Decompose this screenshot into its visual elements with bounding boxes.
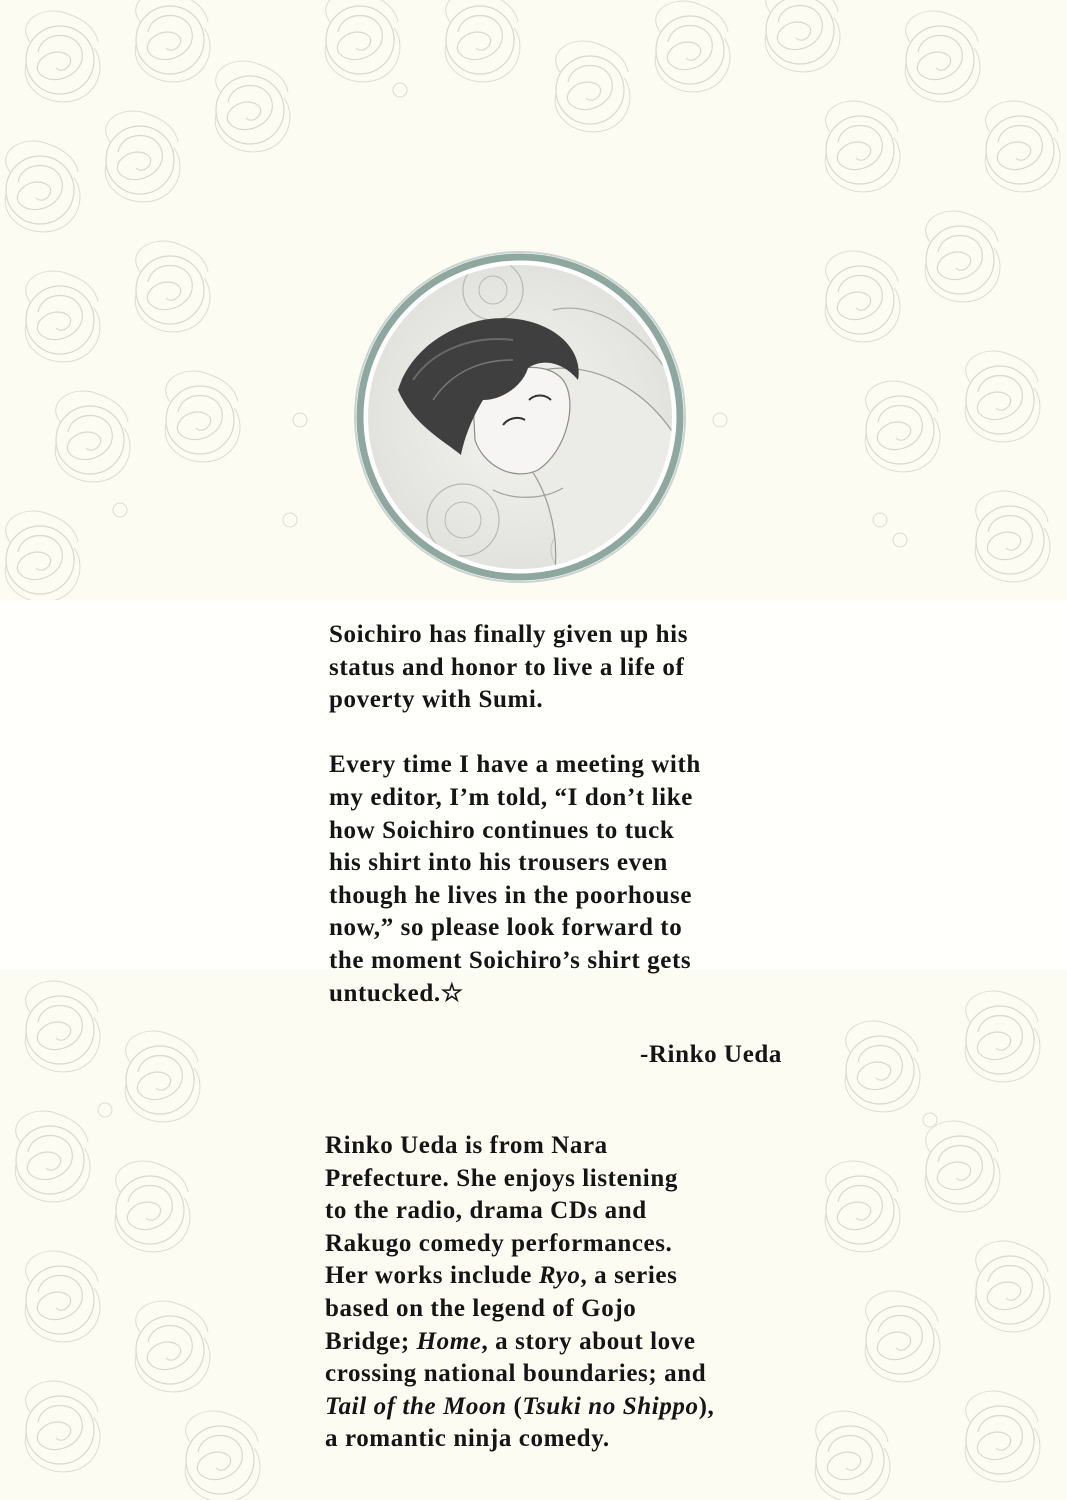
note-line: how Soichiro continues to tuck: [329, 816, 675, 844]
bio-text: ),: [698, 1392, 715, 1420]
bio-line: Prefecture. She enjoys listening: [325, 1164, 678, 1192]
signature: -Rinko Ueda: [639, 1041, 782, 1068]
bio-text: , a series: [580, 1262, 678, 1290]
bio-text: , a story about love: [481, 1327, 696, 1355]
bio-text: (: [506, 1392, 523, 1420]
note-line: status and honor to live a life of: [329, 653, 685, 681]
bio-line: to the radio, drama CDs and: [325, 1197, 647, 1225]
work-title: Home: [416, 1327, 482, 1355]
bio-line: [325, 1326, 714, 1359]
note-line: Soichiro has finally given up his: [329, 621, 689, 648]
note-line: the moment Soichiro’s shirt gets: [329, 946, 692, 974]
portrait-illustration: [353, 250, 687, 584]
note-line: untucked.☆: [329, 979, 464, 1007]
work-title: Ryo: [538, 1262, 581, 1290]
note-line: poverty with Sumi.: [329, 686, 544, 714]
note-line: now,” so please look forward to: [329, 914, 683, 942]
author-note: [329, 619, 701, 1010]
bio-line: [325, 1391, 714, 1424]
bio-line: crossing national boundaries; and: [325, 1360, 707, 1388]
bio-line: based on the legend of Gojo: [325, 1294, 637, 1322]
bio-line: Rakugo comedy performances.: [325, 1229, 673, 1257]
author-bio: [325, 1130, 714, 1456]
bio-line: [325, 1260, 714, 1293]
bio-text: Bridge;: [325, 1327, 417, 1355]
work-title: Tail of the Moon: [325, 1392, 507, 1420]
bio-line: a romantic ninja comedy.: [325, 1425, 610, 1453]
bio-line: Rinko Ueda is from Nara: [325, 1132, 608, 1159]
note-line: Every time I have a meeting with: [329, 751, 701, 779]
note-line: though he lives in the poorhouse: [329, 881, 693, 909]
bio-text: Her works include: [325, 1262, 539, 1290]
note-line: my editor, I’m told, “I don’t like: [329, 783, 693, 811]
work-title: Tsuki no Shippo: [522, 1392, 699, 1420]
note-line: his shirt into his trousers even: [329, 849, 668, 877]
